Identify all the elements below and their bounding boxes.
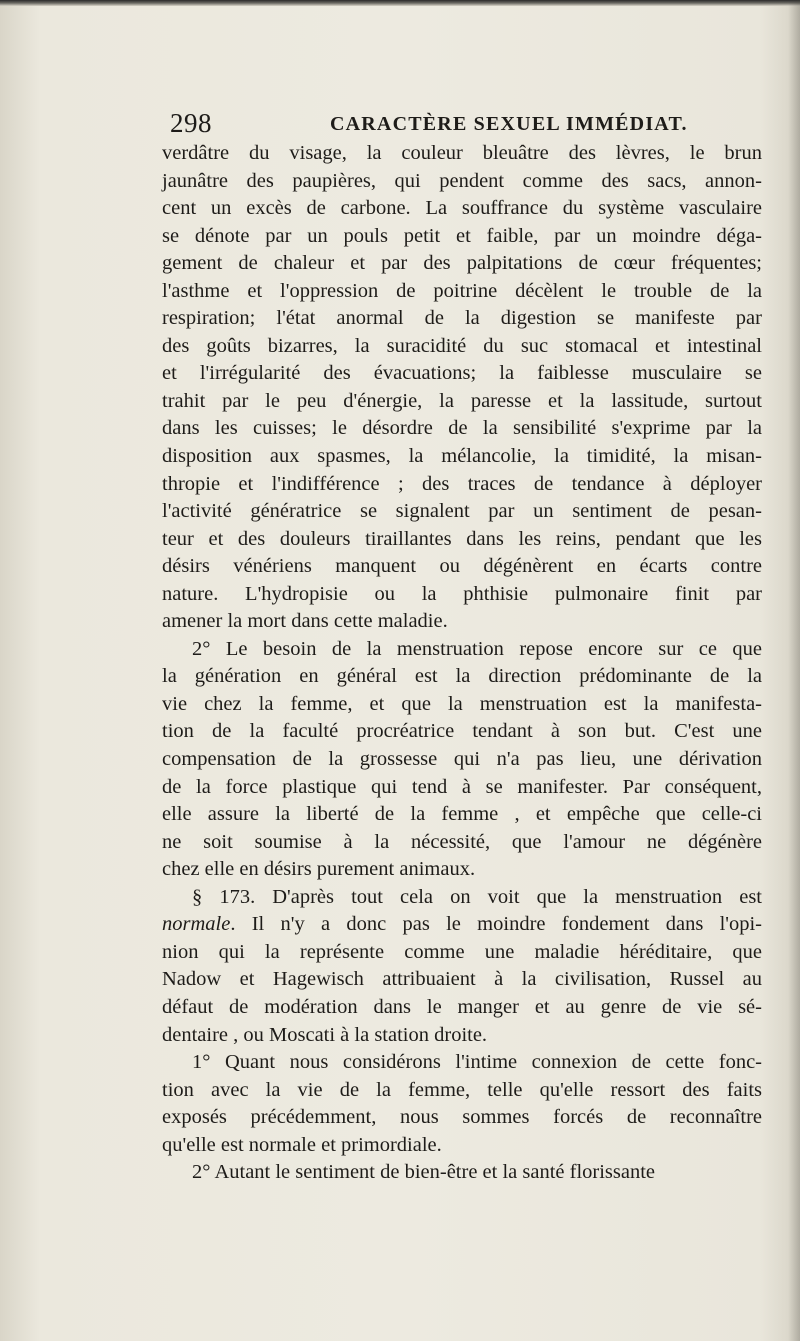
text-line: § 173. D'après tout cela on voit que la menstruation est (192, 885, 762, 908)
text-line: tion avec la vie de la femme, telle qu'elle ressort des faits (162, 1078, 762, 1101)
page-header (170, 108, 730, 142)
text-line: jaunâtre des paupières, qui pendent comme des sacs, annon- (162, 169, 762, 192)
text-line: dans les cuisses; le désordre de la sensibilité s'exprime par la (162, 417, 762, 440)
text-line: qu'elle est normale et primordiale. (162, 1133, 442, 1156)
text-line: nature. L'hydropisie ou la phthisie pulmonaire finit par (162, 582, 762, 605)
text-line: vie chez la femme, et que la menstruation est la manifesta- (162, 692, 762, 715)
text-line: gement de chaleur et par des palpitations de cœur fréquentes; (162, 252, 762, 275)
text-line: de la force plastique qui tend à se manifester. Par conséquent, (162, 775, 762, 798)
text-line: Nadow et Hagewisch attribuaient à la civilisation, Russel au (162, 968, 762, 991)
running-head: CARACTÈRE SEXUEL IMMÉDIAT. (330, 113, 688, 135)
italic-word: normale (162, 913, 231, 936)
text-line: la génération en général est la direction prédominante de la (162, 665, 762, 688)
text-line: compensation de la grossesse qui n'a pas lieu, une dérivation (162, 748, 762, 771)
text-line: 2° Le besoin de la menstruation repose encore sur ce que (192, 637, 762, 660)
text-line: tion de la faculté procréatrice tendant à son but. C'est une (162, 720, 762, 743)
page-top-edge (0, 0, 800, 6)
page-number: 298 (170, 108, 212, 138)
text-line: cent un excès de carbone. La souffrance du système vasculaire (162, 197, 762, 220)
text-line: des goûts bizarres, la suracidité du suc stomacal et intestinal (162, 334, 762, 357)
text-line: chez elle en désirs purement animaux. (162, 858, 476, 881)
text-line: défaut de modération dans le manger et au genre de vie sé- (162, 995, 762, 1018)
text-line: l'activité génératrice se signalent par un sentiment de pesan- (162, 500, 762, 523)
text-line: 2° Autant le sentiment de bien-être et la santé florissante (192, 1161, 656, 1184)
body-text (162, 140, 762, 1187)
text-line: 1° Quant nous considérons l'intime connexion de cette fonc- (192, 1051, 762, 1074)
text-line: et l'irrégularité des évacuations; la faiblesse musculaire se (162, 362, 762, 385)
text-line: désirs vénériens manquent ou dégénèrent en écarts contre (162, 555, 762, 578)
text-line: se dénote par un pouls petit et faible, par un moindre déga- (162, 224, 762, 247)
text-line: exposés précédemment, nous sommes forcés de reconnaître (162, 1106, 762, 1129)
text-line: trahit par le peu d'énergie, la paresse et la lassitude, surtout (162, 389, 762, 412)
text-line: ne soit soumise à la nécessité, que l'amour ne dégénère (162, 830, 762, 853)
text-line: dentaire , ou Moscati à la station droite. (162, 1023, 488, 1046)
text-line: amener la mort dans cette maladie. (162, 610, 448, 633)
text-line: thropie et l'indifférence ; des traces de tendance à déployer (162, 472, 762, 495)
text-line: elle assure la liberté de la femme , et empêche que celle-ci (162, 803, 762, 826)
text-line: verdâtre du visage, la couleur bleuâtre des lèvres, le brun (162, 142, 762, 164)
text-line: respiration; l'état anormal de la digestion se manifeste par (162, 307, 762, 330)
text-line: l'asthme et l'oppression de poitrine décèlent le trouble de la (162, 279, 762, 302)
text-line-italic-start: normale. Il n'y a donc pas le moindre fondement dans l'opi- (162, 913, 762, 936)
text-line: disposition aux spasmes, la mélancolie, la timidité, la misan- (162, 445, 762, 468)
page-right-edge (788, 0, 800, 1341)
text-line: nion qui la représente comme une maladie héréditaire, que (162, 940, 762, 963)
text-line: teur et des douleurs tiraillantes dans les reins, pendant que les (162, 527, 762, 550)
